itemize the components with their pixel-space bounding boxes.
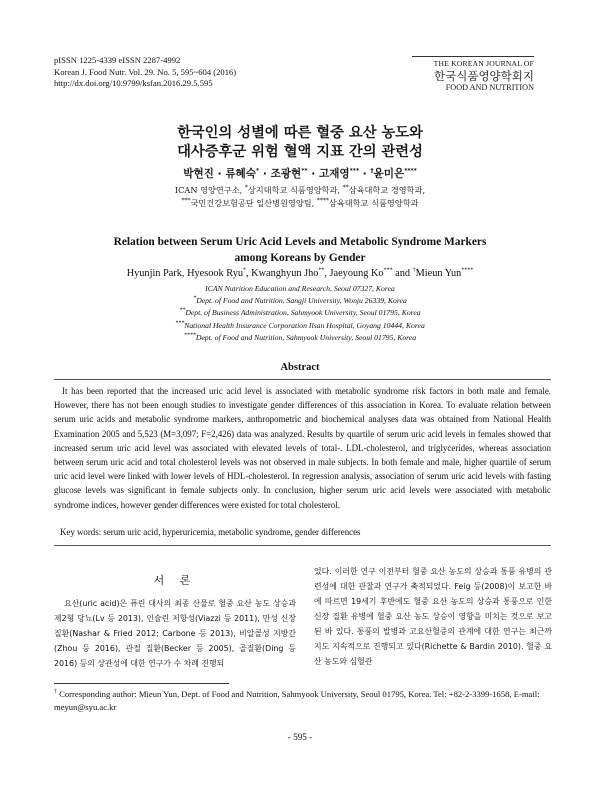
footnote-text: Corresponding author: Mieun Yun, Dept. of Food and Nutrition, Sahmyook University, Seoul 01795, Korea. Tel: +82-2-3399-1658, E-mail: meyun@syu.ac.kr <box>54 688 540 712</box>
affiliation-ko: ICAN 영양연구소, <box>174 185 243 195</box>
affiliation-en: ***National Health Insurance Corporation Ilsan Hospital, Goyang 10444, Korea <box>175 320 425 330</box>
issn-line: pISSN 1225-4339 eISSN 2287-4992 <box>54 55 181 65</box>
affiliation-en: **Dept. of Business Administration, Sahmyook University, Seoul 01795, Korea <box>179 307 421 318</box>
affiliations-english <box>0 283 600 344</box>
author-en: Mieun Yun <box>415 268 462 279</box>
title-korean-line1: 한국인의 성별에 따른 혈중 요산 농도와 <box>177 125 423 141</box>
intro-right-column: 었다. 이러한 연구 이전부터 혈중 요산 농도의 상승과 통풍 유병의 관련성에 대한 관찰과 연구가 축적되었다. Feig 등(2008)이 보고한 바에 따르면 19세기 후반에도 혈중 요산 농도의 상승과 통풍으로 인한 신장 질환 유병에 혈중 요산 농도 상승이 영향을 미치는 것으로 보고된 바 있다. 통풍의 발병과 고요산혈증의 관계에 대한 연구는 최근까지도 지속적으로 진행되고 있다(Richette & Bardin 2010). 혈중 요산 농도와 심혈관 <box>314 567 552 666</box>
author-en: Jaeyoung Ko <box>329 268 384 279</box>
title-korean-line2: 대사증후군 위험 혈액 지표 간의 관련성 <box>177 144 423 160</box>
author-en: Hyesook Ryu <box>187 268 243 279</box>
title-english-line1: Relation between Serum Uric Acid Levels and Metabolic Syndrome Markers <box>113 236 487 248</box>
abstract-heading: Abstract <box>280 362 320 373</box>
affiliation-ko: 삼육대학교 식품영양학과 <box>328 198 419 208</box>
journal-masthead <box>412 56 534 93</box>
affiliation-en: *Dept. of Food and Nutrition, Sangji University, Wonju 26339, Korea <box>193 295 407 306</box>
section-heading-intro: 서 론 <box>153 574 197 587</box>
abstract-top-rule <box>54 379 551 380</box>
footnote-rule <box>54 683 229 684</box>
affiliation-ko: 국민건강보험공단 일산병원영양팀, <box>190 198 315 208</box>
author-ko: 류혜숙 <box>225 168 257 180</box>
affiliation-en: ICAN Nutrition Education and Research, Seoul 07327, Korea <box>205 284 395 293</box>
authors-english: Hyunjin Park, Hyesook Ryu*, Kwanghyun Jho**, Jaeyoung Ko*** and †Mieun Yun**** <box>126 267 474 279</box>
and-text: and <box>395 268 411 279</box>
author-en: Kwanghyun Jho <box>251 268 319 279</box>
intro-left-column: 요산(uric acid)은 퓨린 대사의 최종 산물로 혈중 요산 농도 상승과 제2형 당뇨(Lv 등 2013), 인슐린 저항성(Viazzi 등 2011), 만성 신장질환(Nashar & Fried 2012; Carbone 등 2013), 비알콜성 지방간(Zhou 등 2016), 관절 질환(Becker 등 2005), 골질환(Ding 등 2016) 등의 상관성에 대한 연구가 수 차례 진행되 <box>54 599 296 668</box>
corresponding-author-footnote <box>54 686 551 714</box>
footnote-mark: † <box>54 689 57 695</box>
author-ko: 고재영 <box>318 168 350 180</box>
keywords: Key words: serum uric acid, hyperuricemia, metabolic syndrome, gender differences <box>60 527 361 537</box>
abstract-bottom-rule <box>54 545 551 546</box>
author-ko: 박현진 <box>183 168 214 180</box>
citation-block <box>54 55 236 90</box>
journal-name-en-bottom: FOOD AND NUTRITION <box>445 83 534 92</box>
doi-link[interactable]: http://dx.doi.org/10.9799/ksfan.2016.29.5.595 <box>54 78 213 89</box>
author-ko: 조광현 <box>270 168 302 180</box>
author-ko: 윤미은 <box>373 168 405 180</box>
affiliation-ko: 상지대학교 식품영양학과, <box>247 185 341 195</box>
abstract-body: It has been reported that the increased uric acid level is associated with metabolic syndrome risk factors in both male and female. However, there has not been enough studies to investigate gender differences of this association in Korea. To evaluate relation between serum uric acids and metabolic syndrome markers, anthropometric and biochemical analyses data was obtained from National Health Examination 2005 and 5,523 (M=3,097; F=2,426) data was analyzed. Results by quartile of serum uric acid levels in females showed that increased serum uric acid level was associated with elevated levels of total-. LDL-cholesterol, and triglycerides, whereas association between serum uric acid and total cholesterol levels was not observed in male subjects. In both female and male, higher quartile of serum uric acid level were linked with lower levels of HDL-cholesterol. In regression analysis, association of serum uric acid levels with fasting glucose levels was significant in female subjects only. In conclusion, higher serum uric acid levels were associated with metabolic syndrome indices, however gender differences were existed for total cholesterol. <box>54 386 551 510</box>
affiliation-en: ****Dept. of Food and Nutrition, Sahmyook University, Seoul 01795, Korea <box>183 332 417 342</box>
affiliations-korean: ICAN 영양연구소, *상지대학교 식품영양학과, **삼육대학교 경영학과, ***국민건강보험공단 일산병원영양팀, ****삼육대학교 식품영양학과 <box>174 184 426 208</box>
journal-name-ko: 한국식품영양학회지 <box>434 69 534 83</box>
affiliation-ko: 삼육대학교 경영학과, <box>348 185 426 195</box>
masthead-rule <box>412 56 534 57</box>
title-english <box>0 234 600 266</box>
journal-name-en-top: THE KOREAN JOURNAL OF <box>433 59 534 68</box>
title-english-line2: among Koreans by Gender <box>234 252 366 264</box>
title-korean <box>0 124 600 162</box>
page-number: - 595 - <box>287 732 313 742</box>
journal-citation: Korean J. Food Nutr. Vol. 29. No. 5, 595~604 (2016) <box>54 66 237 77</box>
author-en: Hyunjin Park, <box>126 268 185 279</box>
authors-korean: 박현진 · 류혜숙* · 조광현** · 고재영*** · †윤미은**** <box>183 167 417 180</box>
